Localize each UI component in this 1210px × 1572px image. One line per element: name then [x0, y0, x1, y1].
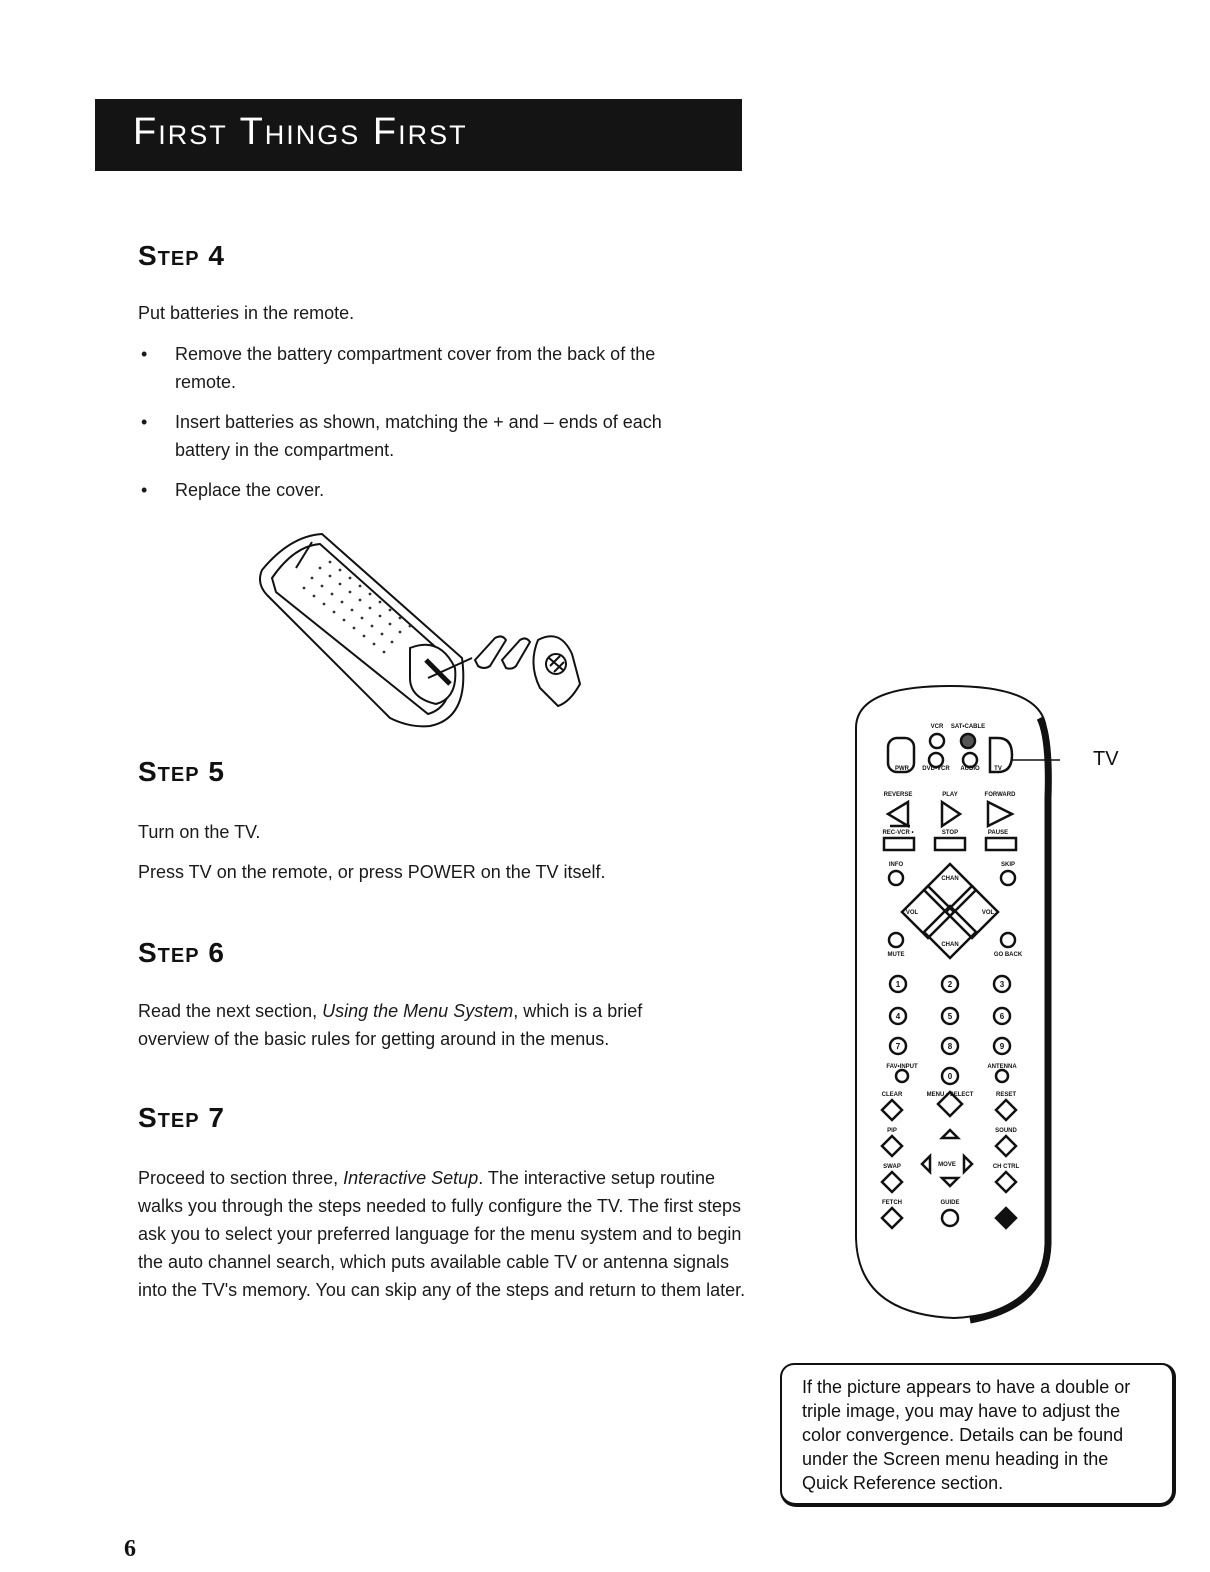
digit-0-label: 0: [947, 1072, 953, 1081]
page-number: 6: [124, 1536, 136, 1562]
antenna-key-label: ANTENNA: [987, 1064, 1017, 1070]
rec-key-label: REC-VCR •: [882, 830, 914, 836]
fetch-key-label: FETCH: [882, 1200, 902, 1206]
step-7-emphasis: Interactive Setup: [343, 1168, 479, 1188]
digit-3-label: 3: [999, 980, 1005, 989]
move-key-label: MOVE: [938, 1162, 956, 1168]
digit-4-label: 4: [895, 1012, 901, 1021]
bullet-text: Insert batteries as shown, matching the + and – ends of each battery in the compartment.: [175, 412, 662, 460]
fav-input-key-label: FAV•INPUT: [886, 1064, 918, 1070]
vol-up-label: VOL: [981, 910, 995, 916]
reset-key-label: RESET: [995, 1092, 1017, 1098]
bullet-icon: •: [141, 412, 148, 432]
dvd-vcr-key-label: DVD•VCR: [922, 766, 950, 772]
step-4-intro: Put batteries in the remote.: [138, 303, 355, 323]
pause-key-label: PAUSE: [987, 830, 1009, 836]
list-item: [138, 340, 718, 396]
clear-key-label: CLEAR: [881, 1092, 903, 1098]
guide-key-label: GUIDE: [940, 1200, 960, 1206]
page-title: First Things First: [133, 111, 468, 153]
digit-2-label: 2: [947, 980, 953, 989]
digit-6-label: 6: [999, 1012, 1005, 1021]
skip-key-label: SKIP: [1000, 862, 1016, 868]
bullet-icon: •: [141, 344, 148, 364]
sat-cable-button[interactable]: [961, 734, 975, 748]
play-key-label: PLAY: [942, 792, 958, 798]
step-7-text: Proceed to section three,: [138, 1168, 344, 1188]
bullet-text: Remove the battery compartment cover from the back of the remote.: [175, 344, 656, 392]
digit-9-label: 9: [999, 1042, 1005, 1051]
step-5-line-1: Turn on the TV.: [138, 822, 261, 842]
audio-key-label: AUDIO: [960, 766, 980, 772]
pip-key-label: PIP: [887, 1128, 897, 1134]
list-item: [138, 476, 718, 504]
remote-control-illustration: [850, 678, 1060, 1326]
tv-callout-label: TV: [1093, 748, 1119, 770]
step-7-text-rest: . The interactive setup routine walks you through the steps needed to fully configure the TV. The first steps ask you to select your preferred language for the menu system and to begin the auto channel search, which puts available cable TV or antenna signals into the TV's memory. You can skip any of the steps and return to them later.: [138, 1168, 746, 1300]
stop-key-label: STOP: [941, 830, 959, 836]
step-6-paragraph: [138, 997, 698, 1053]
pwr-key-label: PWR: [895, 766, 909, 772]
note-box: [780, 1363, 1176, 1507]
forward-key-label: FORWARD: [984, 792, 1016, 798]
step-5-line-2: Press TV on the remote, or press POWER on the TV itself.: [138, 862, 606, 882]
step-6-text-rest: , which is a brief overview of the basic rules for getting around in the menus.: [138, 1001, 643, 1049]
go-back-key-label: GO BACK: [993, 952, 1023, 958]
vol-down-label: VOL: [905, 910, 919, 916]
mute-key-label: MUTE: [887, 952, 905, 958]
step-6-text: Read the next section,: [138, 1001, 323, 1021]
tv-key-label: TV: [994, 766, 1002, 772]
vcr-key-label: VCR: [930, 724, 944, 730]
digit-7-label: 7: [895, 1042, 901, 1051]
digit-8-label: 8: [947, 1042, 953, 1051]
step-7-paragraph: [138, 1164, 750, 1304]
note-text: If the picture appears to have a double or triple image, you may have to adjust the color convergence. Details can be found under the Screen menu heading in the Quick Reference section.: [802, 1377, 1131, 1493]
section-banner: [95, 99, 742, 171]
step-4-heading: Step 4: [138, 240, 225, 271]
sound-key-label: SOUND: [995, 1128, 1017, 1134]
bullet-text: Replace the cover.: [175, 480, 325, 500]
digit-1-label: 1: [895, 980, 901, 989]
digit-5-label: 5: [947, 1012, 953, 1021]
bullet-icon: •: [141, 480, 148, 500]
swap-key-label: SWAP: [883, 1164, 901, 1170]
step-6-emphasis: Using the Menu System: [322, 1001, 514, 1021]
ch-ctrl-key-label: CH CTRL: [992, 1164, 1020, 1170]
battery-installation-illustration: [250, 528, 590, 738]
menu-select-key-label: MENU • SELECT: [926, 1092, 974, 1098]
step-4-bullet-list: [138, 340, 718, 516]
list-item: [138, 408, 718, 464]
step-5-heading: Step 5: [138, 756, 225, 787]
step-7-heading: Step 7: [138, 1102, 225, 1133]
step-6-heading: Step 6: [138, 937, 225, 968]
info-key-label: INFO: [888, 862, 904, 868]
chan-down-label: CHAN: [941, 942, 959, 948]
reverse-key-label: REVERSE: [883, 792, 913, 798]
sat-cable-key-label: SAT•CABLE: [950, 724, 986, 730]
chan-up-label: CHAN: [941, 876, 959, 882]
